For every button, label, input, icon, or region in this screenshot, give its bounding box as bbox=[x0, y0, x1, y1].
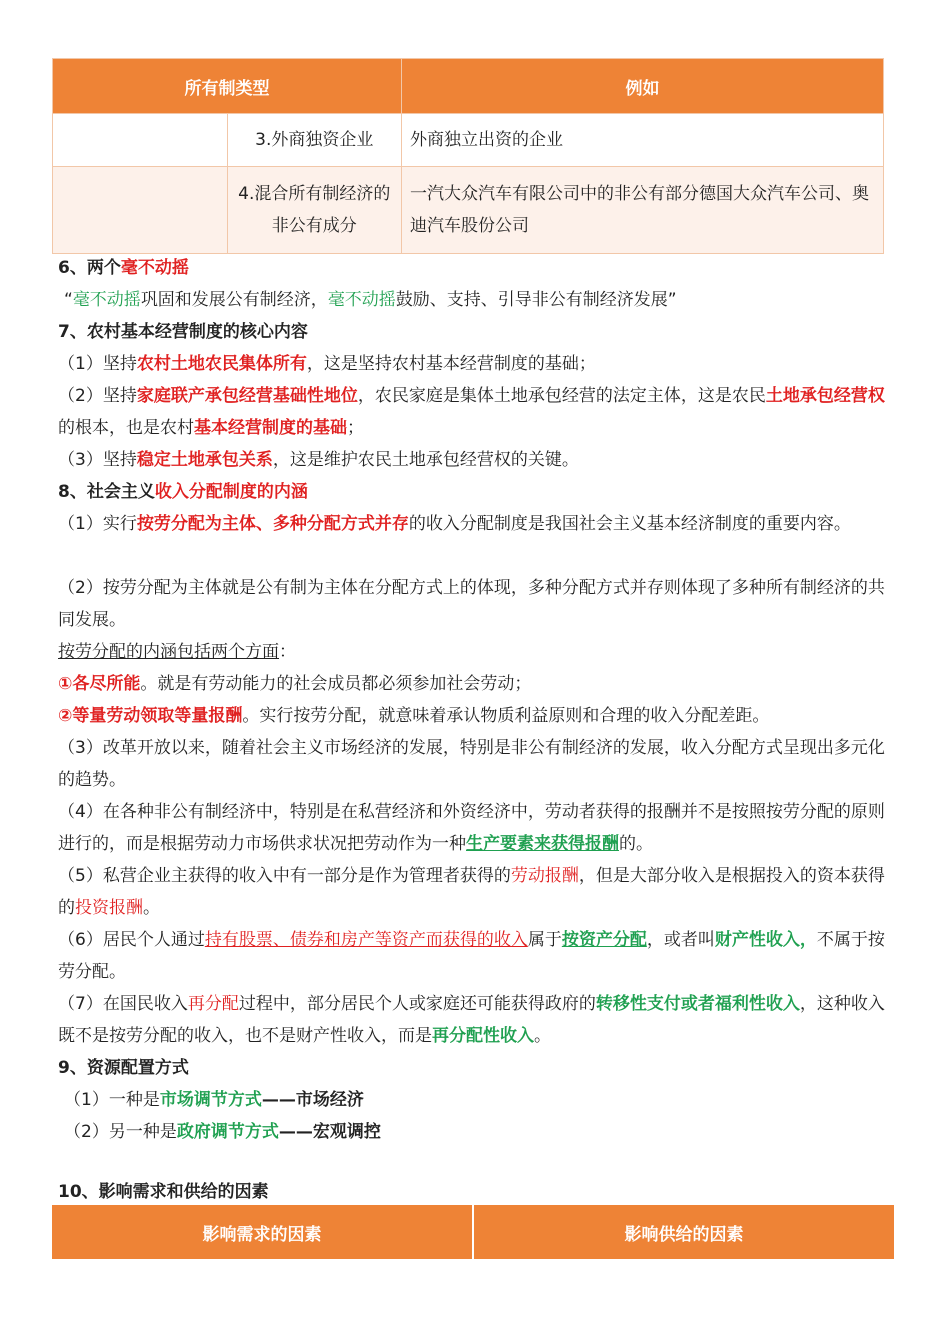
header-demand-factors: 影响需求的因素 bbox=[52, 1205, 473, 1259]
supply-demand-table bbox=[52, 1205, 894, 1259]
table-row bbox=[53, 114, 884, 167]
table-row bbox=[53, 167, 884, 254]
section-8-p7: （7）在国民收入再分配过程中，部分居民个人或家庭还可能获得政府的转移性支付或者福利性收入，这种收入既不是按劳分配的收入，也不是财产性收入，而是再分配性收入。 bbox=[58, 994, 885, 1046]
section-8-sub: 按劳分配的内涵包括两个方面： bbox=[58, 642, 296, 662]
table-header-row bbox=[53, 59, 884, 114]
ownership-table bbox=[52, 58, 884, 254]
section-8-p6: （6）居民个人通过持有股票、债券和房产等资产而获得的收入属于按资产分配，或者叫财产性收入，不属于按劳分配。 bbox=[58, 930, 885, 982]
section-8-c2: ②等量劳动领取等量报酬。实行按劳分配，就意味着承认物质利益原则和合理的收入分配差距。 bbox=[58, 706, 770, 726]
table-cell-empty bbox=[53, 114, 228, 167]
header-supply-factors: 影响供给的因素 bbox=[473, 1205, 894, 1259]
section-6-quote: “毫不动摇巩固和发展公有制经济，毫不动摇鼓励、支持、引导非公有制经济发展” bbox=[64, 290, 677, 310]
section-8-p3: （3）改革开放以来，随着社会主义市场经济的发展，特别是非公有制经济的发展，收入分配方式呈现出多元化的趋势。 bbox=[58, 738, 885, 790]
table-cell-type: 3.外商独资企业 bbox=[227, 114, 402, 167]
table-cell-example: 一汽大众汽车有限公司中的非公有部分德国大众汽车公司、奥迪汽车股份公司 bbox=[402, 167, 884, 254]
section-6-title: 6、两个毫不动摇 bbox=[58, 258, 189, 278]
section-9-title: 9、资源配置方式 bbox=[58, 1058, 189, 1078]
header-example: 例如 bbox=[402, 59, 884, 114]
table-cell-type: 4.混合所有制经济的非公有成分 bbox=[227, 167, 402, 254]
section-8-p4: （4）在各种非公有制经济中，特别是在私营经济和外资经济中，劳动者获得的报酬并不是按照按劳分配的原则进行的，而是根据劳动力市场供求状况把劳动作为一种生产要素来获得报酬的。 bbox=[58, 802, 885, 854]
table-header-row bbox=[52, 1205, 894, 1259]
section-7-p1: （1）坚持农村土地农民集体所有，这是坚持农村基本经营制度的基础； bbox=[58, 354, 596, 374]
section-7-p2: （2）坚持家庭联产承包经营基础性地位，农民家庭是集体土地承包经营的法定主体，这是农民土地承包经营权的根本，也是农村基本经营制度的基础； bbox=[58, 386, 885, 438]
section-9-p2: （2）另一种是政府调节方式——宏观调控 bbox=[64, 1122, 381, 1142]
table-cell-empty bbox=[53, 167, 228, 254]
section-8-c1: ①各尽所能。就是有劳动能力的社会成员都必须参加社会劳动； bbox=[58, 674, 532, 694]
section-8-title: 8、社会主义收入分配制度的内涵 bbox=[58, 482, 308, 502]
section-10-title: 10、影响需求和供给的因素 bbox=[58, 1182, 269, 1202]
section-7-p3: （3）坚持稳定土地承包关系，这是维护农民土地承包经营权的关键。 bbox=[58, 450, 579, 470]
section-8-p5: （5）私营企业主获得的收入中有一部分是作为管理者获得的劳动报酬，但是大部分收入是根据投入的资本获得的投资报酬。 bbox=[58, 866, 885, 918]
section-9-p1: （1）一种是市场调节方式——市场经济 bbox=[64, 1090, 364, 1110]
section-8-p1: （1）实行按劳分配为主体、多种分配方式并存的收入分配制度是我国社会主义基本经济制度的重要内容。 bbox=[58, 514, 851, 534]
section-7-title: 7、农村基本经营制度的核心内容 bbox=[58, 322, 308, 342]
section-8-p2: （2）按劳分配为主体就是公有制为主体在分配方式上的体现，多种分配方式并存则体现了多种所有制经济的共同发展。 bbox=[58, 578, 885, 630]
header-ownership-type: 所有制类型 bbox=[53, 59, 402, 114]
table-cell-example: 外商独立出资的企业 bbox=[402, 114, 884, 167]
